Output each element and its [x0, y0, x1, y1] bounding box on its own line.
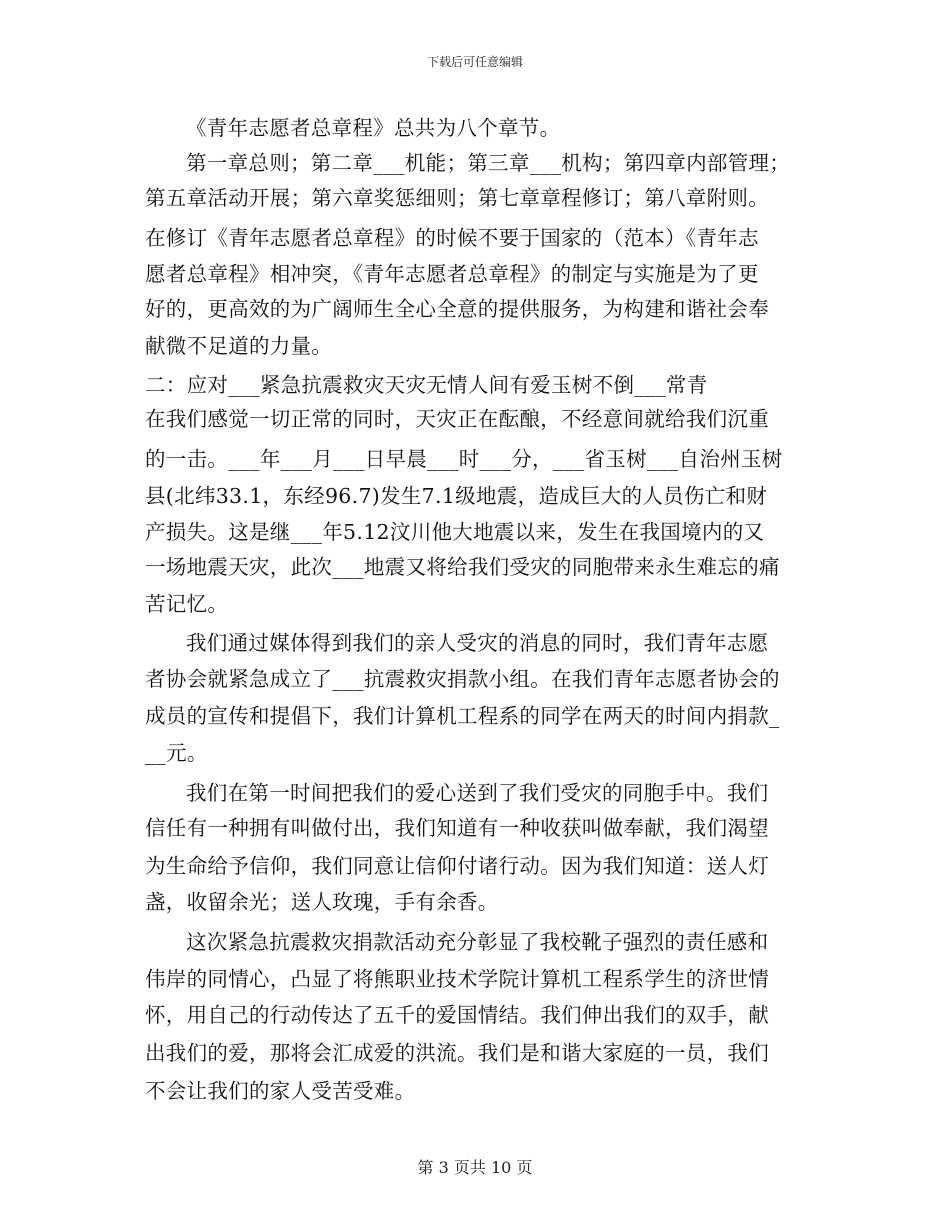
text-line-12: 产损失。这是继___年5.12汶川他大地震以来，发生在我国境内的又: [145, 520, 765, 544]
text-line-20: 信任有一种拥有叫做付出，我们知道有一种收获叫做奉献，我们渴望: [145, 816, 769, 840]
header-note: 下载后可任意编辑: [426, 55, 523, 69]
text-line-15: 我们通过媒体得到我们的亲人受灾的消息的同时，我们青年志愿: [186, 631, 769, 655]
text-line-16: 者协会就紧急成立了___抗震救灾捐款小组。在我们青年志愿者协会的: [145, 667, 780, 691]
text-line-3: 第五章活动开展；第六章奖惩细则；第七章章程修订；第八章附则。: [145, 186, 769, 210]
text-line-27: 不会让我们的家人受苦受难。: [145, 1079, 416, 1103]
text-line-23: 这次紧急抗震救灾捐款活动充分彰显了我校靴子强烈的责任感和: [186, 930, 769, 954]
text-line-10: 的一击。___年___月___日早晨___时___分，___省玉树___自治州玉树: [145, 447, 783, 471]
text-line-14: 苦记忆。: [145, 592, 229, 616]
text-line-11: 县(北纬33.1，东经96.7)发生7.1级地震，造成巨大的人员伤亡和财: [145, 484, 768, 508]
text-line-17: 成员的宣传和提倡下，我们计算机工程系的同学在两天的时间内捐款_: [145, 704, 780, 728]
text-line-13: 一场地震天灾，此次___地震又将给我们受灾的同胞带来永生难忘的痛: [145, 555, 780, 579]
text-line-6: 好的，更高效的为广阔师生全心全意的提供服务，为构建和谐社会奉: [145, 297, 769, 321]
text-line-8: 二：应对___紧急抗震救灾天灾无情人间有爱玉树不倒___常青: [145, 373, 708, 397]
text-line-18: __元。: [145, 741, 208, 765]
text-line-7: 献微不足道的力量。: [145, 334, 333, 358]
text-line-1: 《青年志愿者总章程》总共为八个章节。: [186, 116, 561, 140]
text-line-25: 怀，用自己的行动传达了五千的爱国情结。我们伸出我们的双手，献: [145, 1003, 769, 1027]
text-line-22: 盏，收留余光；送人玫瑰，手有余香。: [145, 890, 499, 914]
text-line-19: 我们在第一时间把我们的爱心送到了我们受灾的同胞手中。我们: [186, 781, 769, 805]
text-line-9: 在我们感觉一切正常的同时，天灾正在酝酿，不经意间就给我们沉重: [145, 407, 769, 431]
text-line-5: 愿者总章程》相冲突，《青年志愿者总章程》的制定与实施是为了更: [145, 262, 759, 286]
text-line-24: 伟岸的同情心，凸显了将熊职业技术学院计算机工程系学生的济世情: [145, 967, 769, 991]
text-line-2: 第一章总则；第二章___机能；第三章___机构；第四章内部管理；: [186, 151, 791, 175]
text-line-21: 为生命给予信仰，我们同意让信仰付诸行动。因为我们知道：送人灯: [145, 854, 769, 878]
text-line-26: 出我们的爱，那将会汇成爱的洪流。我们是和谐大家庭的一员，我们: [145, 1041, 769, 1065]
text-line-4: 在修订《青年志愿者总章程》的时候不要于国家的（范本）《青年志: [145, 226, 759, 250]
page-footer: 第 3 页共 10 页: [417, 1158, 533, 1177]
